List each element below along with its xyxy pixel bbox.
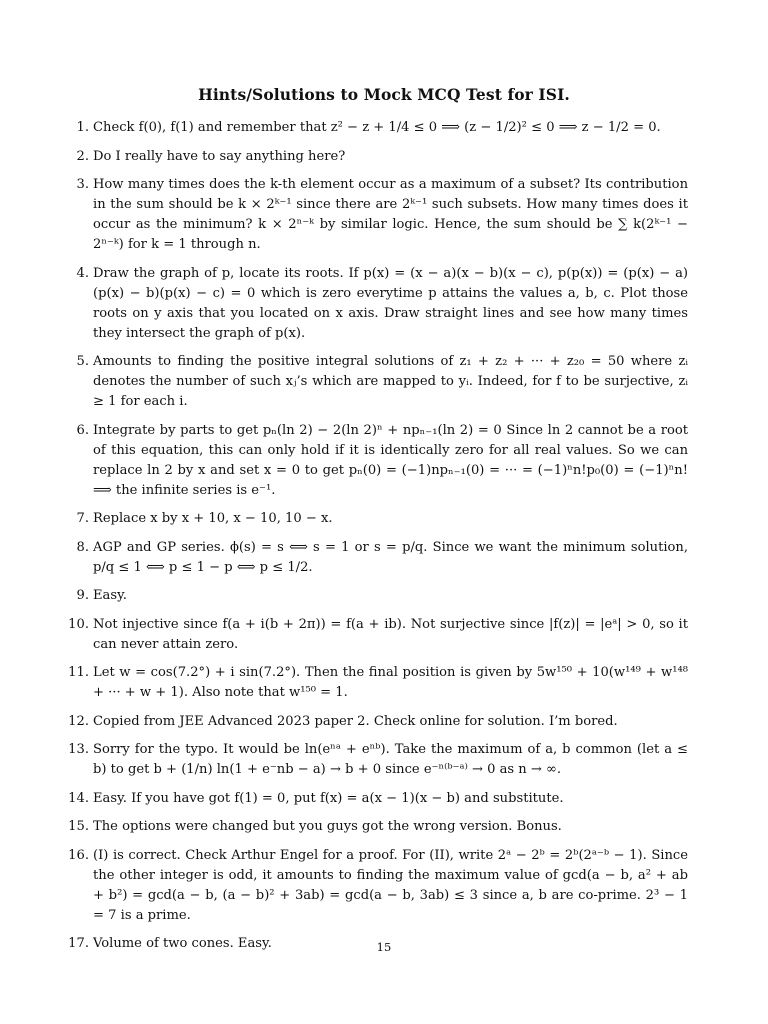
hint-number: 1. bbox=[76, 120, 89, 135]
hint-text: Copied from JEE Advanced 2023 paper 2. Check online for solution. I’m bored. bbox=[93, 713, 618, 729]
hint-item bbox=[68, 509, 688, 529]
hint-number: 6. bbox=[76, 422, 89, 438]
hint-item bbox=[68, 421, 688, 501]
hint-number: 3. bbox=[76, 177, 89, 192]
hint-number: 10. bbox=[68, 616, 89, 632]
hint-text: Volume of two cones. Easy. bbox=[93, 936, 272, 951]
hint-text: Easy. If you have got f(1) = 0, put f(x) = a(x − 1)(x − b) and substitute. bbox=[93, 790, 564, 806]
hint-number: 11. bbox=[68, 665, 89, 680]
hint-number: 9. bbox=[76, 588, 89, 603]
hint-text: (I) is correct. Check Arthur Engel for a proof. For (II), write 2ᵃ − 2ᵇ = 2ᵇ(2ᵃ⁻ᵇ − 1). Since the other integer is odd, it amounts to finding the maximum value of gcd(a − b, a² + ab + b²) = gcd(a − b, (a − b)² + 3ab) = gcd(a − b, 3ab) ≤ 3 since a, b are co-prime. 2³ − 1 = 7 is a prime. bbox=[93, 847, 688, 923]
hint-number: 4. bbox=[76, 265, 89, 281]
hint-item bbox=[68, 538, 688, 578]
hint-text: Draw the graph of p, locate its roots. If p(x) = (x − a)(x − b)(x − c), p(p(x)) = (p(x) − a)(p(x) − b)(p(x) − c) = 0 which is zero everytime p attains the values a, b, c. Plot those roots on y axis that you located on x axis. Draw straight lines and see how many times they intersect the graph of p(x). bbox=[93, 265, 688, 341]
hint-text: The options were changed but you guys got the wrong version. Bonus. bbox=[93, 819, 562, 834]
hint-item bbox=[68, 740, 688, 780]
hint-item bbox=[68, 586, 688, 606]
hint-item bbox=[68, 663, 688, 703]
document-title: Hints/Solutions to Mock MCQ Test for ISI. bbox=[198, 85, 570, 104]
hint-text: AGP and GP series. ϕ(s) = s ⟺ s = 1 or s = p/q. Since we want the minimum solution, p/q ≤ 1 ⟺ p ≤ 1 − p ⟺ p ≤ 1/2. bbox=[93, 539, 688, 575]
hint-text: Check f(0), f(1) and remember that z² − z + 1/4 ≤ 0 ⟹ (z − 1/2)² ≤ 0 ⟹ z − 1/2 = 0. bbox=[93, 120, 661, 135]
hint-item bbox=[68, 712, 688, 732]
hint-number: 12. bbox=[68, 713, 89, 729]
hint-text: Easy. bbox=[93, 588, 127, 603]
hint-text: Not injective since f(a + i(b + 2π)) = f(a + ib). Not surjective since |f(z)| = |eᵃ| > 0, so it can never attain zero. bbox=[93, 616, 688, 652]
hint-text: Sorry for the typo. It would be ln(eⁿᵃ + eⁿᵇ). Take the maximum of a, b common (let a ≤ b) to get b + (1/n) ln(1 + e⁻nb − a) → b + 0 since e⁻ⁿ⁽ᵇ⁻ᵃ⁾ → 0 as n → ∞. bbox=[93, 742, 688, 777]
hint-list bbox=[68, 118, 688, 963]
hint-number: 2. bbox=[76, 148, 89, 164]
hint-number: 16. bbox=[68, 847, 89, 863]
hint-item bbox=[68, 615, 688, 655]
hint-item bbox=[68, 264, 688, 344]
hint-item bbox=[68, 846, 688, 926]
hint-number: 17. bbox=[68, 936, 89, 951]
hint-item bbox=[68, 352, 688, 412]
hint-number: 15. bbox=[68, 819, 89, 834]
hint-text: Amounts to finding the positive integral solutions of z₁ + z₂ + ··· + z₂₀ = 50 where zᵢ denotes the number of such xⱼ’s which are mapped to yᵢ. Indeed, for f to be surjective, zᵢ ≥ 1 for each i. bbox=[93, 354, 688, 409]
hint-text: Integrate by parts to get pₙ(ln 2) − 2(ln 2)ⁿ + npₙ₋₁(ln 2) = 0 Since ln 2 cannot be a root of this equation, this can only hold if it is identically zero for all real values. So we can replace ln 2 by x and set x = 0 to get pₙ(0) = (−1)npₙ₋₁(0) = ··· = (−1)ⁿn!p₀(0) = (−1)ⁿn! ⟹ the infinite series is e⁻¹. bbox=[93, 422, 688, 498]
hint-number: 14. bbox=[68, 790, 89, 806]
hint-text: How many times does the k-th element occur as a maximum of a subset? Its contribution in the sum should be k × 2ᵏ⁻¹ since there are 2ᵏ⁻¹ such subsets. How many times does it occur as the minimum? k × 2ⁿ⁻ᵏ by similar logic. Hence, the sum should be ∑ k(2ᵏ⁻¹ − 2ⁿ⁻ᵏ) for k = 1 through n. bbox=[93, 177, 688, 252]
hint-item bbox=[68, 147, 688, 167]
hint-text: Let w = cos(7.2°) + i sin(7.2°). Then the final position is given by 5w¹⁵⁰ + 10(w¹⁴⁹ + w¹⁴⁸ + ··· + w + 1). Also note that w¹⁵⁰ = 1. bbox=[93, 665, 688, 700]
page-number: 15 bbox=[376, 940, 392, 954]
hint-item bbox=[68, 817, 688, 837]
hint-text: Replace x by x + 10, x − 10, 10 − x. bbox=[93, 511, 333, 526]
hint-number: 8. bbox=[76, 539, 89, 555]
hint-number: 7. bbox=[76, 511, 89, 526]
hint-item bbox=[68, 175, 688, 255]
hint-number: 13. bbox=[68, 742, 89, 757]
hint-item bbox=[68, 118, 688, 138]
hint-item bbox=[68, 789, 688, 809]
hint-number: 5. bbox=[76, 354, 89, 369]
hint-text: Do I really have to say anything here? bbox=[93, 148, 346, 164]
